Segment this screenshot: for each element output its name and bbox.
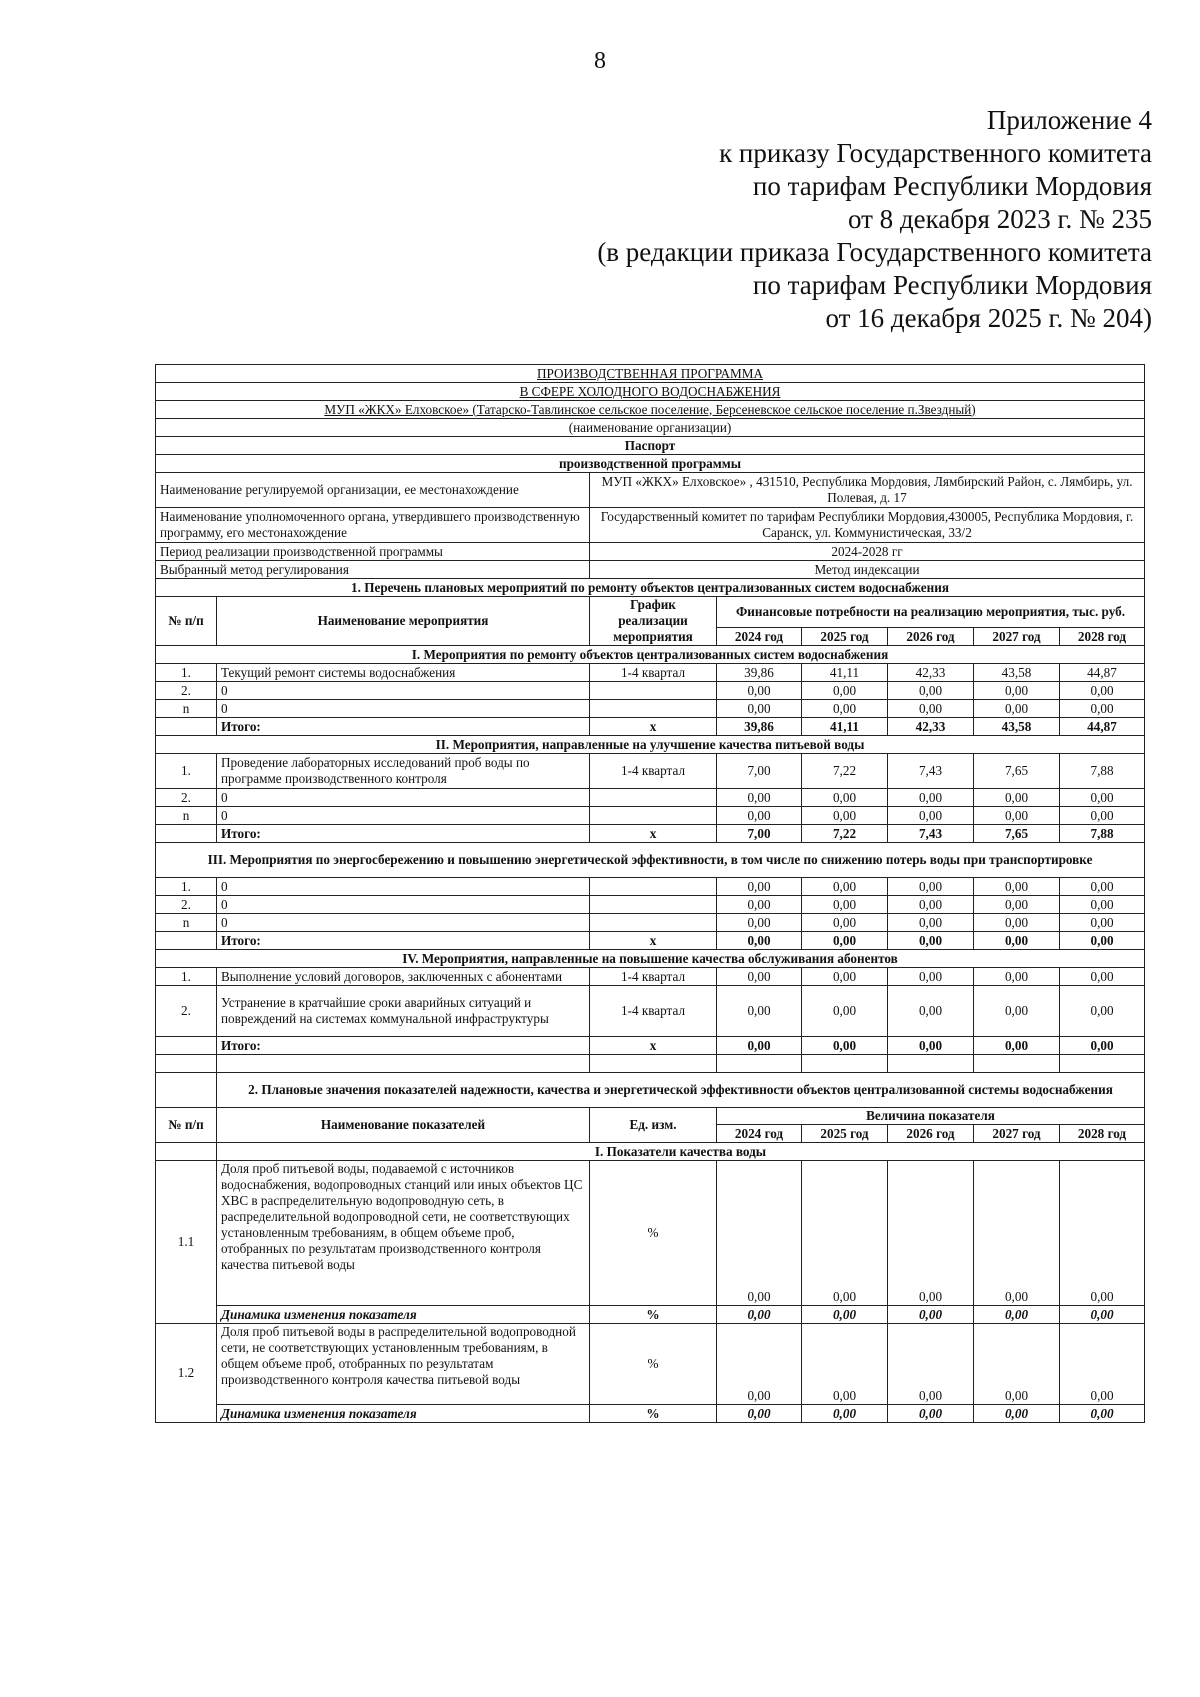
spacer-row: [156, 1055, 1145, 1073]
row-name: Устранение в кратчайшие сроки аварийных ситуаций и повреждений на системах коммунальной инфраструктуры: [217, 986, 590, 1037]
total-value: 7,00: [717, 825, 802, 843]
total-row: [156, 825, 1145, 843]
dynamics-value: 0,00: [1060, 1306, 1145, 1324]
total-value: 0,00: [1060, 932, 1145, 950]
passport-label: Выбранный метод регулирования: [156, 561, 590, 579]
header-year: 2028 год: [1060, 1125, 1145, 1143]
row-value: 43,58: [974, 664, 1060, 682]
header-year: 2028 год: [1060, 628, 1145, 646]
row-value: 0,00: [802, 700, 888, 718]
total-value: 42,33: [888, 718, 974, 736]
dynamics-value: 0,00: [717, 1306, 802, 1324]
total-value: 0,00: [802, 932, 888, 950]
indicator-unit: %: [590, 1161, 717, 1306]
header-financial: Финансовые потребности на реализацию мероприятия, тыс. руб.: [717, 597, 1145, 628]
row-value: 0,00: [802, 914, 888, 932]
row-value: 0,00: [974, 968, 1060, 986]
row-value: 0,00: [1060, 878, 1145, 896]
table-row: [156, 789, 1145, 807]
program-title: ПРОИЗВОДСТВЕННАЯ ПРОГРАММА: [156, 365, 1145, 383]
table-row: [156, 896, 1145, 914]
row-value: 0,00: [974, 986, 1060, 1037]
spacer-cell: [217, 1055, 590, 1073]
dynamics-value: 0,00: [802, 1405, 888, 1423]
group-title-row: [156, 843, 1145, 878]
total-schedule: x: [590, 1037, 717, 1055]
total-schedule: x: [590, 718, 717, 736]
dynamics-value: 0,00: [974, 1306, 1060, 1324]
passport-title: Паспорт: [156, 437, 1145, 455]
total-value: 43,58: [974, 718, 1060, 736]
total-row: [156, 1037, 1145, 1055]
row-value: 0,00: [888, 789, 974, 807]
row-number: 1.: [156, 664, 217, 682]
row-value: 0,00: [717, 789, 802, 807]
program-table-wrapper: [155, 364, 1144, 1423]
passport-value: Метод индексации: [590, 561, 1145, 579]
spacer-cell: [156, 1055, 217, 1073]
row-number: 1.2: [156, 1324, 217, 1423]
row-value: 0,00: [888, 986, 974, 1037]
indicator-unit: %: [590, 1324, 717, 1405]
total-value: 39,86: [717, 718, 802, 736]
row-value: 0,00: [974, 789, 1060, 807]
dynamics-value: 0,00: [888, 1306, 974, 1324]
group-title: IV. Мероприятия, направленные на повышение качества обслуживания абонентов: [156, 950, 1145, 968]
row-number: 1.: [156, 968, 217, 986]
group-title-row: [156, 1143, 1145, 1161]
indicator-value: 0,00: [802, 1161, 888, 1306]
row-value: 0,00: [974, 914, 1060, 932]
row-value: 44,87: [1060, 664, 1145, 682]
group-title: I. Показатели качества воды: [217, 1143, 1145, 1161]
total-label: Итого:: [217, 932, 590, 950]
row-value: 0,00: [974, 896, 1060, 914]
row-number: [156, 718, 217, 736]
spacer-cell: [888, 1055, 974, 1073]
total-value: 0,00: [1060, 1037, 1145, 1055]
indicator-value: 0,00: [974, 1161, 1060, 1306]
organization-name: МУП «ЖКХ» Елховское» (Татарско-Тавлинское сельское поселение, Берсеневское сельское поселение п.Звездный): [156, 401, 1145, 419]
row-value: 0,00: [974, 878, 1060, 896]
row-value: 7,88: [1060, 754, 1145, 789]
row-schedule: 1-4 квартал: [590, 986, 717, 1037]
indicator-row: [156, 1324, 1145, 1405]
row-name: 0: [217, 682, 590, 700]
row-value: 0,00: [888, 682, 974, 700]
row-value: 0,00: [717, 807, 802, 825]
row-value: 0,00: [888, 914, 974, 932]
appendix-line: по тарифам Республики Мордовия: [752, 171, 1152, 201]
total-value: 0,00: [974, 932, 1060, 950]
row-value: 0,00: [888, 878, 974, 896]
row-value: 0,00: [974, 682, 1060, 700]
section2-title-row: [156, 1073, 1145, 1108]
row-value: 39,86: [717, 664, 802, 682]
header-year: 2026 год: [888, 1125, 974, 1143]
header-num: № п/п: [156, 1108, 217, 1143]
dynamics-value: 0,00: [802, 1306, 888, 1324]
total-value: 7,43: [888, 825, 974, 843]
total-value: 0,00: [802, 1037, 888, 1055]
total-value: 0,00: [888, 932, 974, 950]
total-value: 7,88: [1060, 825, 1145, 843]
total-schedule: x: [590, 932, 717, 950]
table-row: [156, 914, 1145, 932]
total-label: Итого:: [217, 1037, 590, 1055]
row-name: 0: [217, 700, 590, 718]
row-value: 42,33: [888, 664, 974, 682]
table-row: [156, 754, 1145, 789]
row-value: 0,00: [1060, 896, 1145, 914]
indicator-value: 0,00: [717, 1161, 802, 1306]
row-value: 0,00: [1060, 968, 1145, 986]
row-number: 1.: [156, 754, 217, 789]
passport-value: 2024-2028 гг: [590, 543, 1145, 561]
indicator-name: Доля проб питьевой воды, подаваемой с источников водоснабжения, водопроводных станций или иных объектов ЦС ХВС в распределительную водопроводную сеть, в распределительной водопроводной сети, не соответствующих установленным требованиям, в общем объеме проб, отобранных по результатам производственного контроля качества питьевой воды: [217, 1161, 590, 1306]
indicator-value: 0,00: [1060, 1161, 1145, 1306]
row-name: Текущий ремонт системы водоснабжения: [217, 664, 590, 682]
row-value: 0,00: [974, 700, 1060, 718]
row-number: n: [156, 807, 217, 825]
table-row: [156, 878, 1145, 896]
row-value: 0,00: [974, 807, 1060, 825]
header-year: 2024 год: [717, 1125, 802, 1143]
appendix-line: от 16 декабря 2025 г. № 204): [825, 303, 1152, 333]
total-value: 44,87: [1060, 718, 1145, 736]
appendix-header: [597, 104, 1152, 335]
row-number: [156, 1037, 217, 1055]
passport-value: МУП «ЖКХ» Елховское» , 431510, Республика Мордовия, Лямбирский Район, с. Лямбирь, ул. Полевая, д. 17: [590, 473, 1145, 508]
dynamics-label: Динамика изменения показателя: [217, 1405, 590, 1423]
total-label: Итого:: [217, 718, 590, 736]
program-subtitle: В СФЕРЕ ХОЛОДНОГО ВОДОСНАБЖЕНИЯ: [156, 383, 1145, 401]
header-name: Наименование показателей: [217, 1108, 590, 1143]
row-value: 0,00: [802, 878, 888, 896]
row-value: 0,00: [717, 682, 802, 700]
total-value: 0,00: [717, 1037, 802, 1055]
group-title-row: [156, 646, 1145, 664]
row-schedule: 1-4 квартал: [590, 754, 717, 789]
row-value: 0,00: [717, 968, 802, 986]
spacer-cell: [802, 1055, 888, 1073]
row-schedule: 1-4 квартал: [590, 968, 717, 986]
total-schedule: x: [590, 825, 717, 843]
row-schedule: [590, 789, 717, 807]
row-value: 0,00: [888, 968, 974, 986]
row-value: 41,11: [802, 664, 888, 682]
row-schedule: [590, 807, 717, 825]
row-value: 0,00: [717, 896, 802, 914]
row-value: 0,00: [802, 968, 888, 986]
passport-label: Наименование регулируемой организации, ее местонахождение: [156, 473, 590, 508]
indicator-value: 0,00: [888, 1324, 974, 1405]
row-name: 0: [217, 914, 590, 932]
row-value: 0,00: [1060, 682, 1145, 700]
spacer-cell: [1060, 1055, 1145, 1073]
table-row: [156, 700, 1145, 718]
row-value: 0,00: [717, 986, 802, 1037]
row-number: 2.: [156, 896, 217, 914]
dynamics-unit: %: [590, 1405, 717, 1423]
row-name: 0: [217, 807, 590, 825]
row-name: Выполнение условий договоров, заключенных с абонентами: [217, 968, 590, 986]
section1-title: 1. Перечень плановых мероприятий по ремонту объектов централизованных систем водоснабжения: [156, 579, 1145, 597]
total-value: 0,00: [888, 1037, 974, 1055]
row-value: 0,00: [1060, 789, 1145, 807]
dynamics-value: 0,00: [888, 1405, 974, 1423]
row-value: 0,00: [888, 807, 974, 825]
row-value: 0,00: [888, 700, 974, 718]
section2-header-row: [156, 1108, 1145, 1125]
header-year: 2027 год: [974, 628, 1060, 646]
spacer-cell: [717, 1055, 802, 1073]
row-value: 0,00: [802, 896, 888, 914]
indicator-name: Доля проб питьевой воды в распределительной водопроводной сети, не соответствующих установленным требованиям, в общем объеме проб, отобранных по результатам производственного контроля качества питьевой воды: [217, 1324, 590, 1405]
indicator-value: 0,00: [974, 1324, 1060, 1405]
header-year: 2025 год: [802, 628, 888, 646]
row-number: [156, 825, 217, 843]
row-value: 0,00: [1060, 914, 1145, 932]
group-title: III. Мероприятия по энергосбережению и повышению энергетической эффективности, в том числе по снижению потерь воды при транспортировке: [156, 843, 1145, 878]
dynamics-row: [156, 1405, 1145, 1423]
row-value: 7,65: [974, 754, 1060, 789]
total-value: 7,65: [974, 825, 1060, 843]
indicator-row: [156, 1161, 1145, 1306]
appendix-line: (в редакции приказа Государственного комитета: [597, 237, 1152, 267]
passport-subtitle: производственной программы: [156, 455, 1145, 473]
organization-caption: (наименование организации): [156, 419, 1145, 437]
total-value: 0,00: [974, 1037, 1060, 1055]
program-table: [155, 364, 1145, 1423]
row-schedule: [590, 914, 717, 932]
row-number: 2.: [156, 682, 217, 700]
appendix-line: от 8 декабря 2023 г. № 235: [847, 204, 1152, 234]
dynamics-label: Динамика изменения показателя: [217, 1306, 590, 1324]
row-value: 0,00: [1060, 807, 1145, 825]
row-schedule: 1-4 квартал: [590, 664, 717, 682]
spacer-cell: [156, 1073, 217, 1108]
row-value: 0,00: [717, 914, 802, 932]
header-year: 2026 год: [888, 628, 974, 646]
dynamics-value: 0,00: [717, 1405, 802, 1423]
indicator-value: 0,00: [717, 1324, 802, 1405]
table-row: [156, 986, 1145, 1037]
spacer-cell: [156, 1143, 217, 1161]
indicator-value: 0,00: [1060, 1324, 1145, 1405]
row-value: 0,00: [802, 682, 888, 700]
header-year: 2025 год: [802, 1125, 888, 1143]
row-value: 0,00: [1060, 986, 1145, 1037]
header-year: 2027 год: [974, 1125, 1060, 1143]
row-name: 0: [217, 896, 590, 914]
row-number: 2.: [156, 789, 217, 807]
header-schedule: График реализации мероприятия: [590, 597, 717, 646]
row-value: 7,22: [802, 754, 888, 789]
total-value: 7,22: [802, 825, 888, 843]
dynamics-row: [156, 1306, 1145, 1324]
total-value: 0,00: [717, 932, 802, 950]
total-row: [156, 932, 1145, 950]
dynamics-unit: %: [590, 1306, 717, 1324]
row-name: Проведение лабораторных исследований проб воды по программе производственного контроля: [217, 754, 590, 789]
group-title: I. Мероприятия по ремонту объектов централизованных систем водоснабжения: [156, 646, 1145, 664]
header-num: № п/п: [156, 597, 217, 646]
header-year: 2024 год: [717, 628, 802, 646]
row-number: 1.: [156, 878, 217, 896]
header-unit: Ед. изм.: [590, 1108, 717, 1143]
row-value: 7,00: [717, 754, 802, 789]
row-number: 2.: [156, 986, 217, 1037]
row-value: 0,00: [717, 700, 802, 718]
row-schedule: [590, 700, 717, 718]
dynamics-value: 0,00: [1060, 1405, 1145, 1423]
row-name: 0: [217, 789, 590, 807]
row-name: 0: [217, 878, 590, 896]
table-row: [156, 968, 1145, 986]
header-value: Величина показателя: [717, 1108, 1145, 1125]
group-title-row: [156, 950, 1145, 968]
passport-value: Государственный комитет по тарифам Республики Мордовия,430005, Республика Мордовия, г. Саранск, ул. Коммунистическая, 33/2: [590, 508, 1145, 543]
header-name: Наименование мероприятия: [217, 597, 590, 646]
row-value: 0,00: [802, 789, 888, 807]
total-row: [156, 718, 1145, 736]
appendix-line: Приложение 4: [986, 105, 1152, 135]
passport-label: Наименование уполномоченного органа, утвердившего производственную программу, его местонахождение: [156, 508, 590, 543]
row-number: 1.1: [156, 1161, 217, 1324]
spacer-cell: [590, 1055, 717, 1073]
passport-label: Период реализации производственной программы: [156, 543, 590, 561]
table-row: [156, 664, 1145, 682]
indicator-value: 0,00: [802, 1324, 888, 1405]
row-schedule: [590, 878, 717, 896]
page-number: 8: [594, 48, 606, 74]
total-value: 41,11: [802, 718, 888, 736]
spacer-cell: [974, 1055, 1060, 1073]
group-title: II. Мероприятия, направленные на улучшение качества питьевой воды: [156, 736, 1145, 754]
row-number: [156, 932, 217, 950]
row-schedule: [590, 896, 717, 914]
row-number: n: [156, 700, 217, 718]
table-row: [156, 807, 1145, 825]
row-number: n: [156, 914, 217, 932]
row-value: 0,00: [888, 896, 974, 914]
table-row: [156, 682, 1145, 700]
appendix-line: к приказу Государственного комитета: [719, 138, 1152, 168]
row-value: 0,00: [717, 878, 802, 896]
row-schedule: [590, 682, 717, 700]
row-value: 0,00: [1060, 700, 1145, 718]
row-value: 7,43: [888, 754, 974, 789]
section2-title: 2. Плановые значения показателей надежности, качества и энергетической эффективности объектов централизованной системы водоснабжения: [217, 1073, 1145, 1108]
dynamics-value: 0,00: [974, 1405, 1060, 1423]
total-label: Итого:: [217, 825, 590, 843]
row-value: 0,00: [802, 986, 888, 1037]
row-value: 0,00: [802, 807, 888, 825]
indicator-value: 0,00: [888, 1161, 974, 1306]
appendix-line: по тарифам Республики Мордовия: [752, 270, 1152, 300]
group-title-row: [156, 736, 1145, 754]
